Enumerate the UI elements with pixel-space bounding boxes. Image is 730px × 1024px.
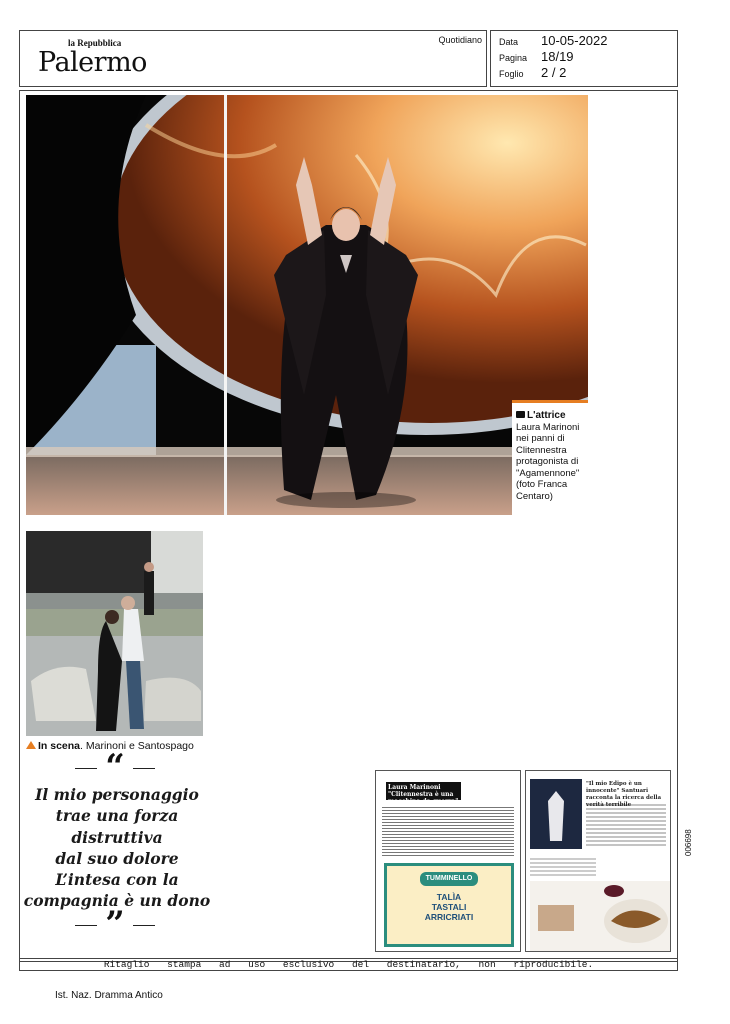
ad-line: TASTALI xyxy=(431,902,467,912)
brand-title: Palermo xyxy=(38,47,147,78)
frequency-label: Quotidiano xyxy=(438,35,482,45)
page-thumbnails xyxy=(375,770,672,952)
quote-rule-left xyxy=(75,768,97,769)
pull-quote-line: distruttiva xyxy=(71,827,163,847)
meta-value-page: 18/19 xyxy=(541,49,574,64)
thumbnail-text-columns xyxy=(382,806,514,856)
quote-rule-left xyxy=(75,925,97,926)
brand-small: la Repubblica xyxy=(68,38,122,48)
meta-label-date: Data xyxy=(499,37,519,47)
scene-caption-lead: In scena xyxy=(38,740,81,752)
quote-close-mark xyxy=(75,904,155,944)
pull-quote-line: compagnia è un dono xyxy=(23,891,211,911)
scene-photo xyxy=(26,531,203,736)
pull-quote xyxy=(22,784,212,912)
scene-photo-illustration xyxy=(26,531,203,736)
thumbnail-left-headline: Laura Marinoni "Clitennestra è una macchina da guerra" xyxy=(386,782,461,800)
scene-caption-text: . Marinoni e Santospago xyxy=(80,740,194,752)
hero-photo xyxy=(26,95,588,515)
ad-text xyxy=(387,892,511,922)
quote-open-mark xyxy=(75,747,155,787)
close-quote-icon: ” xyxy=(105,904,125,944)
thumbnail-page-right xyxy=(525,770,671,952)
source-note: Ist. Naz. Dramma Antico xyxy=(55,990,163,1001)
advertisement xyxy=(384,863,514,947)
thumbnail-right-headline: "Il mio Edipo è un innocente" Santuari racconta la ricerca della verità terribile xyxy=(586,781,662,808)
thumbnail-page-left xyxy=(375,770,521,952)
pull-quote-line: Il mio personaggio xyxy=(35,785,199,804)
camera-icon xyxy=(516,411,525,418)
masthead xyxy=(19,30,487,87)
side-code: 006698 xyxy=(684,829,693,856)
ad-brand: TUMMINELLO xyxy=(420,872,478,886)
meta-label-sheet: Foglio xyxy=(499,69,524,79)
open-quote-icon: “ xyxy=(105,747,125,787)
meta-value-sheet: 2 / 2 xyxy=(541,65,567,80)
hero-caption xyxy=(512,400,588,516)
meta-value-date: 10-05-2022 xyxy=(541,33,608,48)
pull-quote-line: trae una forza xyxy=(55,806,179,826)
meta-label-page: Pagina xyxy=(499,53,528,63)
quote-rule-right xyxy=(133,768,155,769)
pull-quote-line: dal suo dolore xyxy=(55,848,179,868)
clipping-meta xyxy=(490,30,678,87)
ad-line: ARRICRIATI xyxy=(424,912,474,922)
hero-caption-text: Laura Marinoni nei panni di Clitennestra protagonista di "Agamennone" (foto Franca Centaro) xyxy=(516,421,580,502)
footer-disclaimer: Ritaglio stampa ad uso esclusivo del destinatario, non riproducibile. xyxy=(19,958,678,971)
hero-column-separator xyxy=(224,95,227,515)
pull-quote-line: L’intesa con la xyxy=(55,870,179,890)
hero-caption-title: L'attrice xyxy=(527,410,566,421)
quote-rule-right xyxy=(133,925,155,926)
ad-line: TALÌA xyxy=(436,892,462,902)
triangle-marker-icon xyxy=(26,741,36,749)
hero-caption-title-row xyxy=(516,410,585,422)
hero-photo-illustration xyxy=(26,95,588,515)
